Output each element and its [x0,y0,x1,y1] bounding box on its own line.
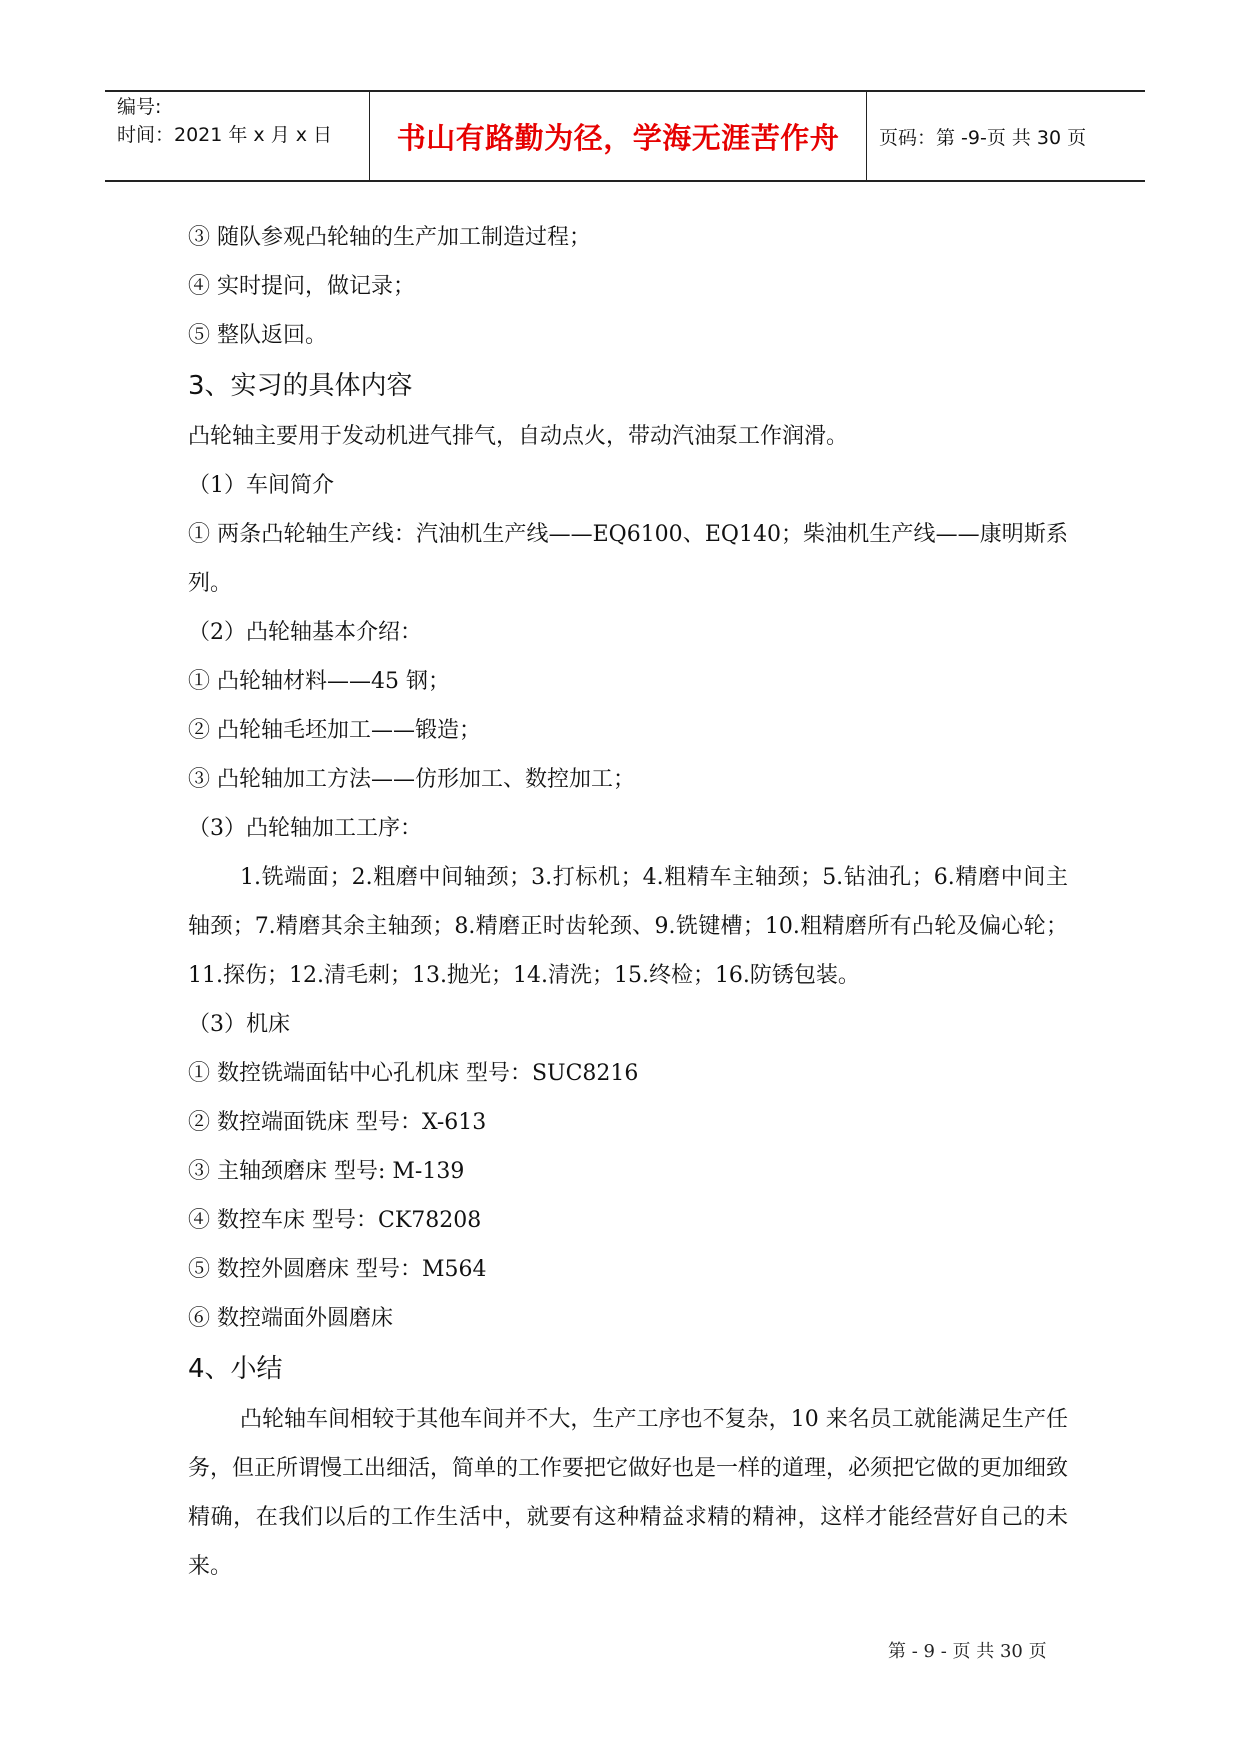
header-page-cell [867,92,1145,180]
machine-item-2: ② 数控端面铣床 型号：X-613 [188,1110,487,1135]
subsection-4-title: （3）机床 [188,1012,290,1037]
section-3-heading: 3、实习的具体内容 [188,371,413,401]
machine-item-5: ⑤ 数控外圆磨床 型号：M564 [188,1257,487,1282]
machine-item-3: ③ 主轴颈磨床 型号: M-139 [188,1159,465,1184]
header-motto: 书山有路勤为径，学海无涯苦作舟 [396,120,840,155]
header-meta [105,92,370,180]
summary-paragraph: 凸轮轴车间相较于其他车间并不大，生产工序也不复杂，10 来名员工就能满足生产任务，但正所谓慢工出细活，简单的工作要把它做好也是一样的道理，必须把它做的更加细致精确，在我们以后的工作生活中，就要有这种精益求精的精神，这样才能经营好自己的未来。 [188,1407,1069,1579]
step-4: ④ 实时提问，做记录； [188,274,415,299]
step-3: ③ 随队参观凸轮轴的生产加工制造过程； [188,225,591,250]
material-item: ① 凸轮轴材料——45 钢； [188,669,450,694]
document-body [188,213,1068,1591]
method-item: ③ 凸轮轴加工方法——仿形加工、数控加工； [188,767,635,792]
machine-item-4: ④ 数控车床 型号：CK78208 [188,1208,482,1233]
step-5: ⑤ 整队返回。 [188,323,327,348]
number-label: 编号: [117,96,162,118]
header-motto-cell [370,92,867,180]
section-4-heading: 4、小结 [188,1354,283,1384]
time-label: 时间：2021 年 x 月 x 日 [117,124,333,146]
blank-item: ② 凸轮轴毛坯加工——锻造； [188,718,481,743]
machine-item-1: ① 数控铣端面钻中心孔机床 型号：SUC8216 [188,1061,639,1086]
page-footer: 第 - 9 - 页 共 30 页 [888,1641,1047,1662]
subsection-2-title: （2）凸轮轴基本介绍： [188,620,422,645]
subsection-1-title: （1）车间简介 [188,473,334,498]
page-header [105,90,1145,182]
process-paragraph: 1.铣端面；2.粗磨中间轴颈；3.打标机；4.粗精车主轴颈；5.钻油孔；6.精磨中间主轴颈；7.精磨其余主轴颈；8.精磨正时齿轮颈、9.铣键槽；10.粗精磨所有凸轮及偏心轮；11.探伤；12.清毛刺；13.抛光；14.清洗；15.终检；16.防锈包装。 [188,865,1068,988]
production-lines-item: ① 两条凸轮轴生产线：汽油机生产线——EQ6100、EQ140；柴油机生产线——康明斯系列。 [188,522,1068,596]
machine-item-6: ⑥ 数控端面外圆磨床 [188,1306,393,1331]
intro-paragraph: 凸轮轴主要用于发动机进气排气，自动点火，带动汽油泵工作润滑。 [188,424,849,449]
header-page-label: 页码：第 -9-页 共 30 页 [879,126,1087,149]
subsection-3-title: （3）凸轮轴加工工序： [188,816,422,841]
